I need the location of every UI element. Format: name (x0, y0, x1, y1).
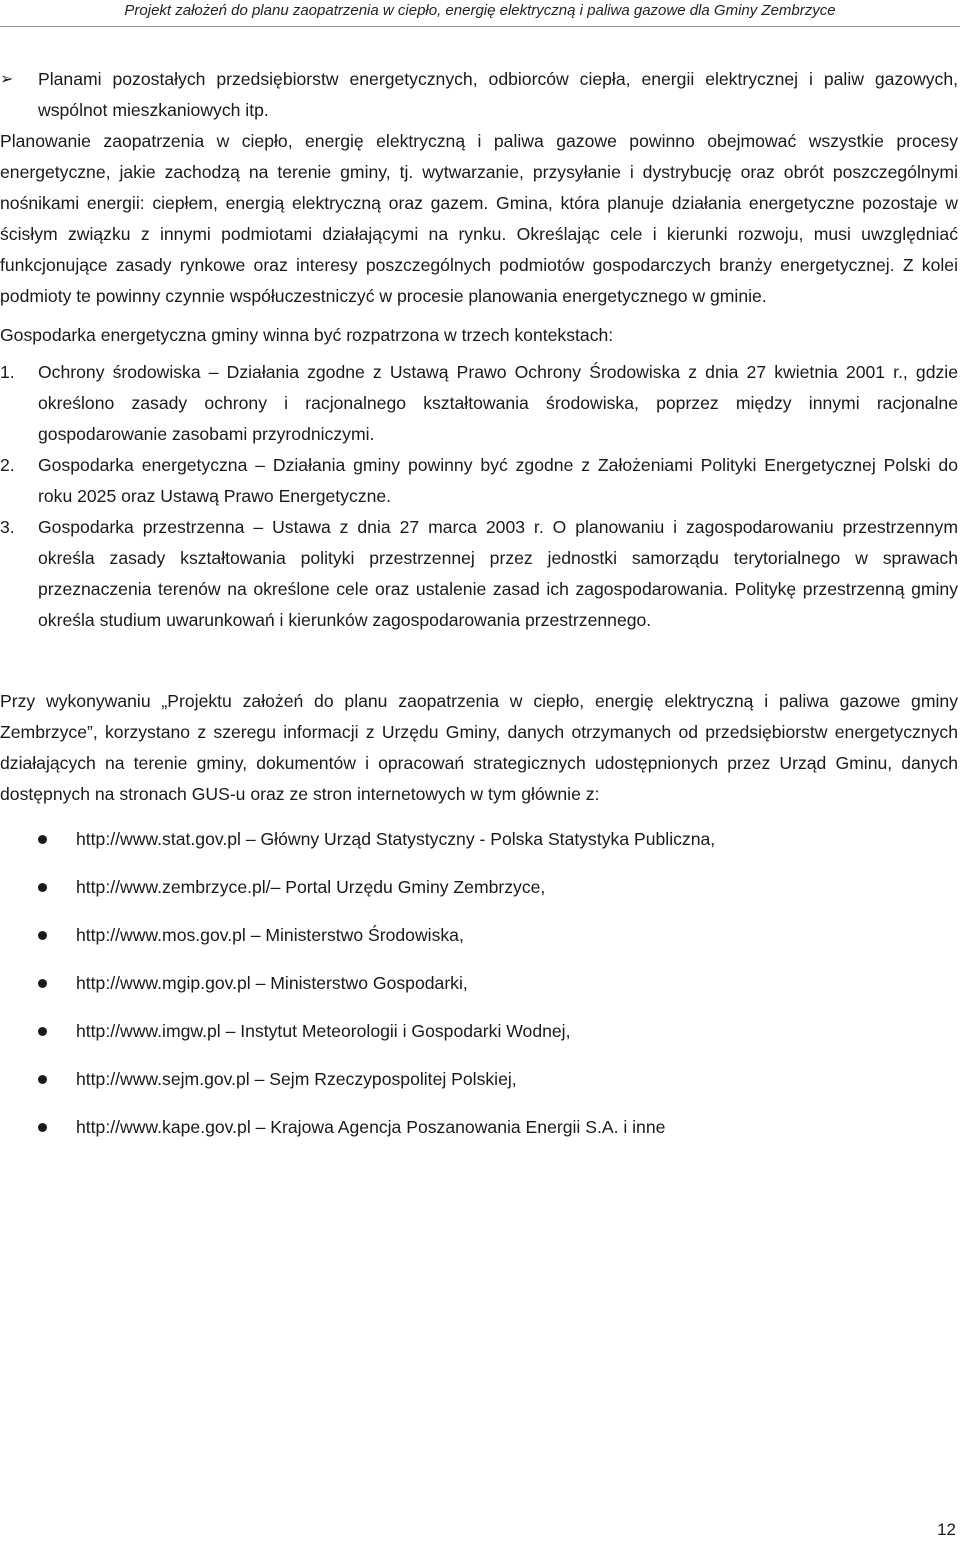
context-item (0, 450, 958, 512)
link-item-text[interactable]: http://www.sejm.gov.pl – Sejm Rzeczypospolitej Polskiej, (76, 1069, 517, 1089)
arrow-bullet-icon: ➢ (0, 71, 14, 88)
bullet-dot-icon (38, 1027, 47, 1036)
document-body (0, 64, 958, 1160)
link-item-text[interactable]: http://www.mgip.gov.pl – Ministerstwo Gospodarki, (76, 973, 468, 993)
link-item[interactable] (0, 1112, 958, 1160)
header-divider (0, 26, 960, 27)
sources-paragraph: Przy wykonywaniu „Projektu założeń do planu zaopatrzenia w ciepło, energię elektryczną i paliwa gazowe gminy Zembrzyce”, korzystano z szeregu informacji z Urzędu Gminy, danych otrzymanych od przedsiębiorstw energetycznych działających na terenie gminy, dokumentów i opracowań strategicznych udostępnionych przez Urząd Gminu, danych dostępnych na stronach GUS-u oraz ze stron internetowych w tym głównie z: (0, 691, 958, 804)
bullet-dot-icon (38, 835, 47, 844)
context-number: 3. (0, 517, 15, 537)
bullet-dot-icon (38, 1123, 47, 1132)
links-list (0, 824, 958, 1160)
spacer (0, 636, 958, 686)
link-item-text[interactable]: http://www.mos.gov.pl – Ministerstwo Środowiska, (76, 925, 464, 945)
page-header: Projekt założeń do planu zaopatrzenia w ciepło, energię elektryczną i paliwa gazowe dla Gminy Zembrzyce (124, 2, 836, 19)
context-number: 2. (0, 455, 15, 475)
arrow-list-item (0, 64, 958, 126)
context-text: Gospodarka przestrzenna – Ustawa z dnia 27 marca 2003 r. O planowaniu i zagospodarowaniu przestrzennym określa zasady kształtowania polityki przestrzennej przez jednostki samorządu terytorialnego w sprawach przeznaczenia terenów na określone cele oraz ustalenie zasad ich zagospodarowania. Politykę przestrzenną gminy określa studium uwarunkowań i kierunków zagospodarowania przestrzennego. (38, 517, 958, 630)
link-item[interactable] (0, 872, 958, 920)
link-item[interactable] (0, 968, 958, 1016)
contexts-lead: Gospodarka energetyczna gminy winna być rozpatrzona w trzech kontekstach: (0, 325, 614, 345)
link-item[interactable] (0, 920, 958, 968)
link-item-text[interactable]: http://www.stat.gov.pl – Główny Urząd Statystyczny - Polska Statystyka Publiczna, (76, 829, 716, 849)
link-item-text[interactable]: http://www.imgw.pl – Instytut Meteorologii i Gospodarki Wodnej, (76, 1021, 571, 1041)
context-item (0, 512, 958, 636)
context-number: 1. (0, 362, 15, 382)
bullet-dot-icon (38, 979, 47, 988)
link-item-text[interactable]: http://www.kape.gov.pl – Krajowa Agencja Poszanowania Energii S.A. i inne (76, 1117, 666, 1137)
link-item-text[interactable]: http://www.zembrzyce.pl/– Portal Urzędu Gminy Zembrzyce, (76, 877, 546, 897)
bullet-dot-icon (38, 931, 47, 940)
intro-paragraph: Planowanie zaopatrzenia w ciepło, energię elektryczną i paliwa gazowe powinno obejmować wszystkie procesy energetyczne, jakie zachodzą na terenie gminy, tj. wytwarzanie, przysyłanie i dystrybucję oraz obrót poszczególnymi nośnikami energii: ciepłem, energią elektryczną oraz gazem. Gmina, która planuje działania energetyczne pozostaje w ścisłym związku z innymi podmiotami działającymi na rynku. Określając cele i kierunki rozwoju, musi uwzględniać funkcjonujące zasady rynkowe oraz interesy poszczególnych podmiotów gospodarczych branży energetycznej. Z kolei podmioty te powinny czynnie współuczestniczyć w procesie planowania energetycznego w gminie. (0, 131, 958, 306)
link-item[interactable] (0, 824, 958, 872)
context-text: Ochrony środowiska – Działania zgodne z Ustawą Prawo Ochrony Środowiska z dnia 27 kwietnia 2001 r., gdzie określono zasady ochrony i racjonalnego kształtowania środowiska, poprzez między innymi racjonalne gospodarowanie zasobami przyrodniczymi. (38, 362, 958, 444)
page-number: 12 (937, 1520, 956, 1539)
bullet-dot-icon (38, 883, 47, 892)
arrow-item-text: Planami pozostałych przedsiębiorstw energetycznych, odbiorców ciepła, energii elektrycznej i paliw gazowych, wspólnot mieszkaniowych itp. (38, 69, 958, 120)
bullet-dot-icon (38, 1075, 47, 1084)
context-text: Gospodarka energetyczna – Działania gminy powinny być zgodne z Założeniami Polityki Energetycznej Polski do roku 2025 oraz Ustawą Prawo Energetyczne. (38, 455, 958, 506)
contexts-list (0, 357, 958, 636)
link-item[interactable] (0, 1016, 958, 1064)
link-item[interactable] (0, 1064, 958, 1112)
context-item (0, 357, 958, 450)
